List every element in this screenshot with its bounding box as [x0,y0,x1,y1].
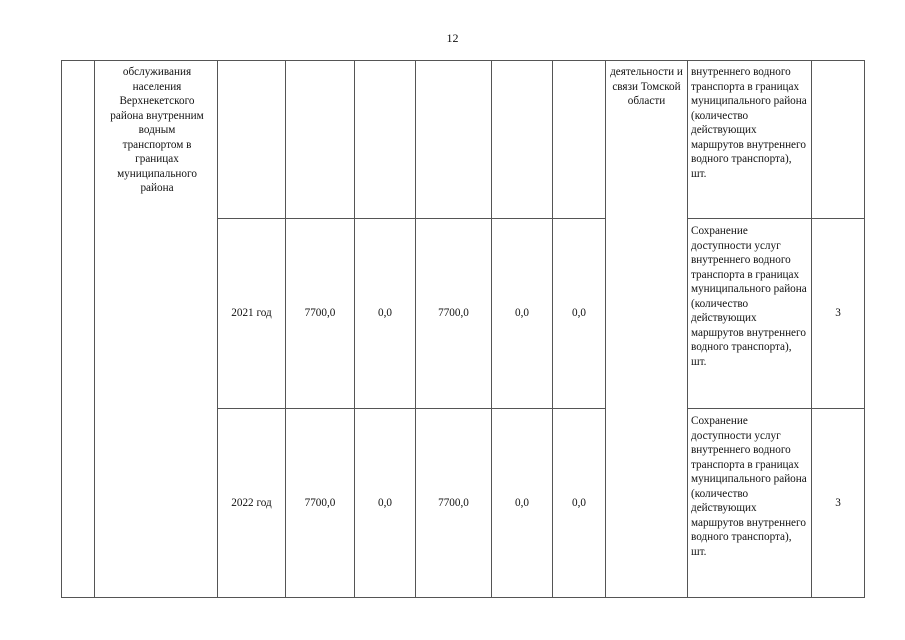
extra-cell-row-2: 0,0 [572,496,586,509]
year-cell-row-1: 2021 год [231,307,272,320]
local-cell-row-2: 0,0 [515,496,529,509]
indicator-cell-row-2: Сохранение доступности услуг внутреннего водного транспорта в границах муниципального района (количество действующих маршрутов внутреннего водного транспорта), шт. [691,415,807,558]
federal-cell-row-1: 0,0 [378,307,392,320]
program-name-cell: обслуживания населения Верхнекетского района внутренним водным транспортом в границах муниципального района [110,66,204,194]
value-cell-row-1: 3 [835,307,841,320]
local-cell-row-1: 0,0 [515,307,529,320]
year-cell-row-2: 2022 год [231,496,272,509]
federal-cell-row-2: 0,0 [378,496,392,509]
extra-cell-row-1: 0,0 [572,307,586,320]
total-cell-row-1: 7700,0 [304,307,336,320]
indicator-cell-row-0: внутреннего водного транспорта в границах муниципального района (количество действующих маршрутов внутреннего водного транспорта), шт. [691,66,807,180]
indicator-cell-row-1: Сохранение доступности услуг внутреннего водного транспорта в границах муниципального района (количество действующих маршрутов внутреннего водного транспорта), шт. [691,225,807,368]
regional-cell-row-1: 7700,0 [438,307,469,320]
total-cell-row-2: 7700,0 [304,496,336,509]
executor-cell: деятельности и связи Томской области [610,66,683,107]
regional-cell-row-2: 7700,0 [438,496,469,509]
page-number: 12 [446,31,459,45]
value-cell-row-2: 3 [835,496,841,509]
